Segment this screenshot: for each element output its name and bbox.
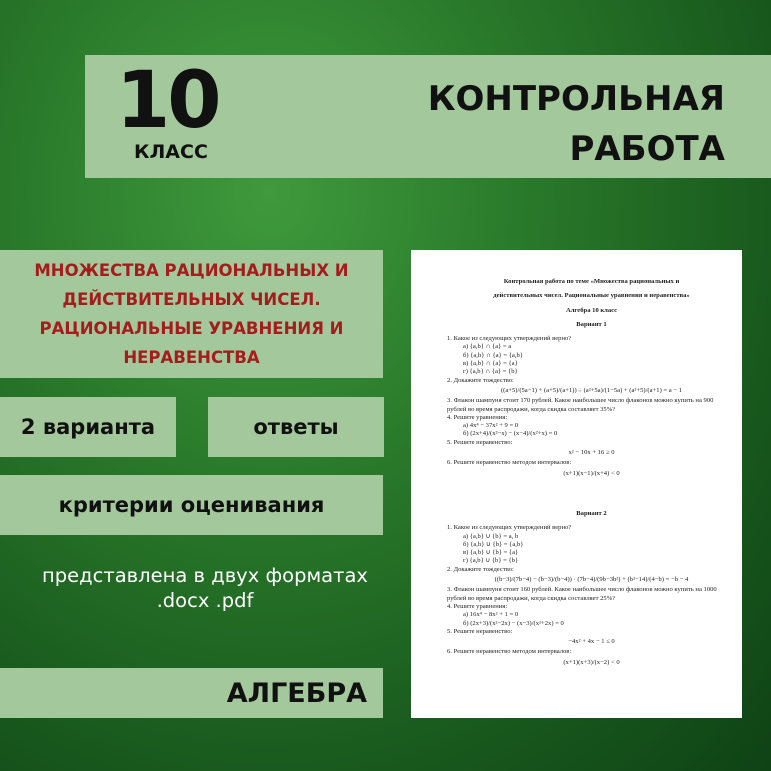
answer-option: а) 4x⁴ − 37x² + 9 = 0 (463, 422, 519, 430)
answer-option: б) {a,b} ∩ {a} = {a,b} (463, 351, 523, 359)
question: 4. Решите уравнения: (447, 413, 508, 421)
grade-number: 10 (116, 56, 219, 146)
answer-option: в) {a,b} ∩ {a} = {a} (463, 360, 518, 368)
answer-option: а) 16x⁴ − 8x² + 1 = 0 (463, 611, 519, 619)
formats-line-1: представлена в двух форматах (42, 564, 368, 587)
question: 5. Решите неравенство: (447, 438, 513, 446)
answers-badge: ответы (208, 397, 384, 457)
formula: (x+1)(x+3)/(x−2) < 0 (563, 658, 620, 666)
formula: ((a+5)/(5a−1) + (a+5)/(a+1)) ÷ (a²+5a)/(1−5a) + (a²+5)/(a+1) = a − 1 (500, 386, 683, 394)
doc-title-1: Контрольная работа по теме «Множества рациональных и (503, 278, 680, 285)
question: 3. Флакон шампуня стоит 170 рублей. Какое наибольшее число флаконов можно купить на 900 рублей во время распродажи, когда скидка составляет 35%? (447, 397, 714, 413)
answer-option: в) {a,b} ∪ {b} = {a} (463, 549, 519, 557)
topic-box: МНОЖЕСТВА РАЦИОНАЛЬНЫХ И ДЕЙСТВИТЕЛЬНЫХ ЧИСЕЛ. РАЦИОНАЛЬНЫЕ УРАВНЕНИЯ И НЕРАВЕНСТВА (0, 250, 383, 378)
variant-heading: Вариант 1 (576, 320, 607, 328)
document-preview (411, 250, 742, 718)
title-line-2: РАБОТА (569, 129, 725, 169)
answer-option: г) {a,b} ∩ {a} = {b} (463, 368, 518, 376)
subject-badge: АЛГЕБРА (0, 668, 383, 718)
question: 2. Докажите тождество: (447, 376, 514, 384)
grade-label: КЛАСС (134, 141, 208, 163)
formats-text (0, 563, 410, 613)
formats-line-2: .docx .pdf (156, 589, 254, 612)
question: 3. Флакон шампуня стоит 160 рублей. Какое наибольшее число флаконов можно купить на 1000 рублей во время распродажи, когда скидка составляет 25%? (447, 586, 717, 602)
answer-option: а) {a,b} ∪ {b} = a, b (463, 532, 519, 540)
answer-option: б) {a,b} ∪ {b} = {a,b} (463, 540, 524, 548)
answer-option: а) {a,b} ∩ {a} = a (463, 343, 512, 351)
question: 1. Какое из следующих утверждений верно? (447, 335, 572, 343)
criteria-badge: критерии оценивания (0, 475, 383, 535)
variants-badge: 2 варианта (0, 397, 176, 457)
answer-option: б) (2x+4)/(x²−x) − (x−4)/(x²+x) = 0 (463, 430, 558, 438)
variant-section (447, 320, 728, 478)
variant-section (447, 509, 728, 667)
doc-subtitle: Алгебра 10 класс (565, 306, 618, 314)
question: 2. Докажите тождество: (447, 565, 514, 573)
formula: ((b−3)/(7b−4) − (b−3)/(b−4)) · (7b−4)/(9b−3b²) + (b²−14)/(4−b) = −b − 4 (494, 576, 689, 584)
formula: x² − 10x + 16 ≥ 0 (568, 449, 615, 457)
answer-option: г) {a,b} ∪ {b} = {b} (463, 557, 519, 565)
answer-option: б) (2x+3)/(x²−2x) − (x−3)/(x²+2x) = 0 (463, 619, 564, 627)
question: 1. Какое из следующих утверждений верно? (447, 524, 572, 532)
question: 6. Решите неравенство методом интервалов: (447, 648, 572, 656)
question: 6. Решите неравенство методом интервалов: (447, 459, 572, 467)
formula: −4x² + 4x − 1 ≤ 0 (568, 638, 615, 646)
doc-title-2: действительных чисел. Рациональные уравнения и неравенства» (493, 292, 690, 300)
page-title (428, 74, 725, 174)
question: 5. Решите неравенство: (447, 627, 513, 635)
question: 4. Решите уравнения: (447, 602, 508, 610)
variant-heading: Вариант 2 (576, 509, 607, 517)
title-line-1: КОНТРОЛЬНАЯ (427, 79, 725, 119)
formula: (x+1)(x−1)/(x+4) < 0 (563, 469, 620, 477)
